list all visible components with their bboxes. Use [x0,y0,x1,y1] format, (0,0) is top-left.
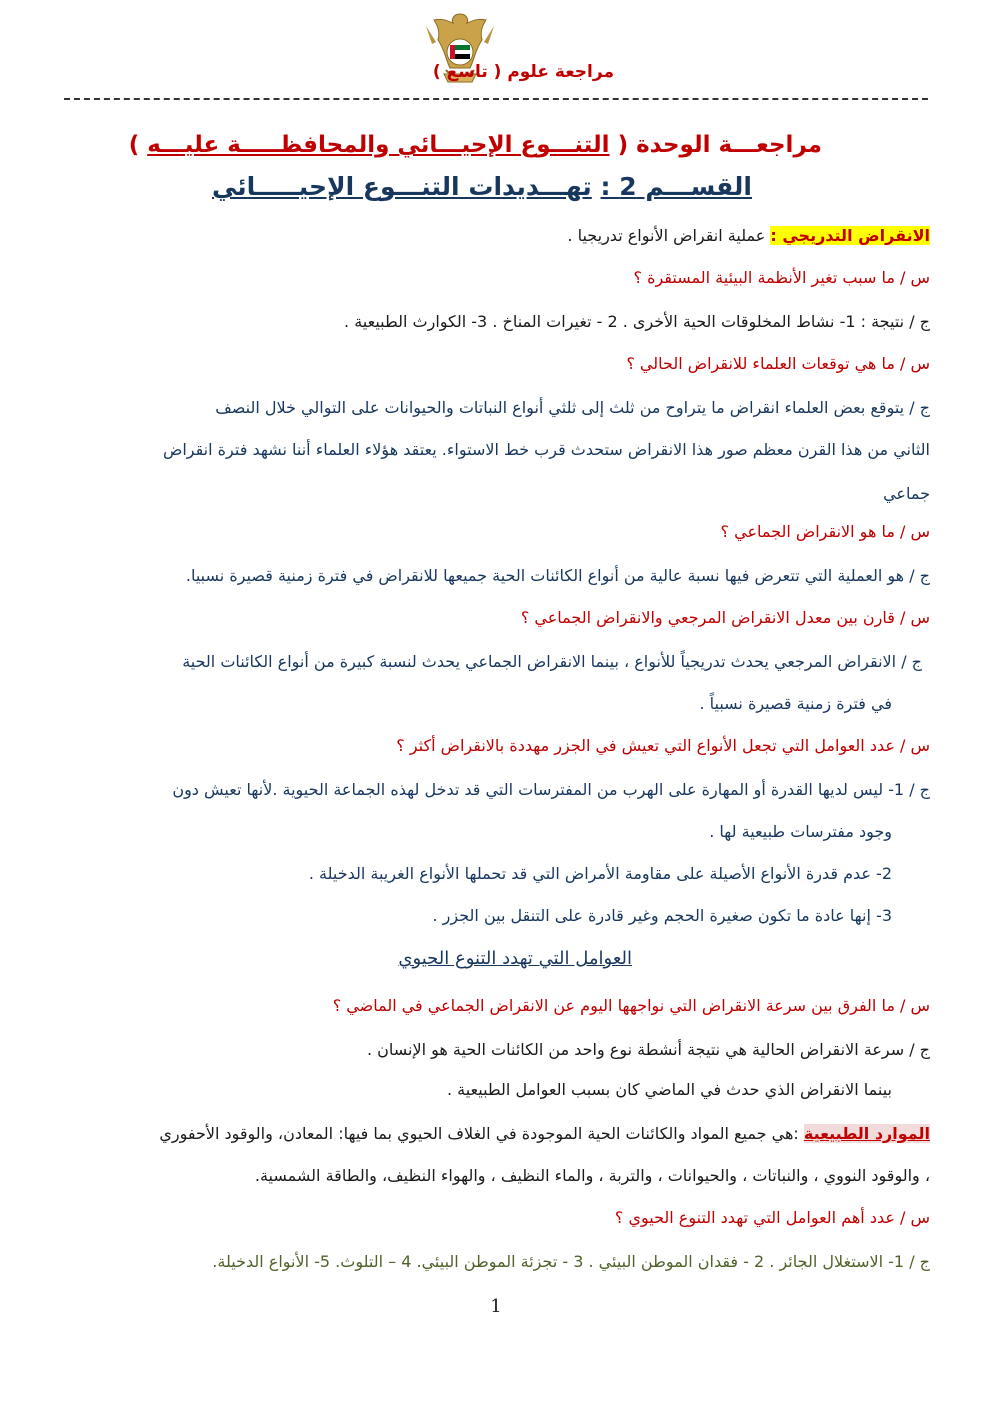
definition-resources-text: :هي جميع المواد والكائنات الحية الموجودة في الغلاف الحيوي بما فيها: المعادن، والوقود الأحفوري [159,1124,804,1143]
answer-7: ج / 1- الاستغلال الجائر . 2 - فقدان الموطن البيئي . 3 - تجزئة الموطن البيئي. 4 – التلوث. 5- الأنواع الدخيلة. [212,1252,930,1271]
header-label: مراجعة علوم ( تاسع ) [432,62,614,82]
answer-2-line-3: جماعي [883,484,930,503]
question-3: س / ما هو الانقراض الجماعي ؟ [720,522,930,541]
answer-5-line-4: 3- إنها عادة ما تكون صغيرة الحجم وغير قادرة على التنقل بين الجزر . [432,906,892,925]
definition-term: الانقراض التدريجي : [770,226,930,245]
question-1: س / ما سبب تغير الأنظمة البيئية المستقرة ؟ [633,268,930,287]
question-6: س / ما الفرق بين سرعة الانقراض التي نواجهها اليوم عن الانقراض الجماعي في الماضي ؟ [332,996,930,1015]
sub-heading-threats: العوامل التي تهدد التنوع الحيوي [398,948,632,969]
question-4: س / قارن بين معدل الانقراض المرجعي والانقراض الجماعي ؟ [520,608,930,627]
unit-title-prefix: مراجعـــة الوحدة ( [617,132,822,158]
answer-5-line-1: ج / 1- ليس لديها القدرة أو المهارة على الهرب من المفترسات التي قد تدخل لهذه الجماعة الحيوية .لأنها تعيش دون [172,780,930,799]
section-title-prefix: القســـم 2 : [600,172,752,201]
section-title-name: تهـــديدات التنـــوع الإحيـــــائي [211,172,592,201]
answer-6-line-2: بينما الانقراض الذي حدث في الماضي كان بسبب العوامل الطبيعية . [446,1080,892,1099]
definition-natural-resources [62,1124,930,1143]
section-title [212,172,752,201]
answer-1: ج / نتيجة : 1- نشاط المخلوقات الحية الأخرى . 2 - تغيرات المناخ . 3- الكوارث الطبيعية . [344,312,930,331]
unit-title-name: التنـــوع الإحيـــائي والمحافظـــــة عليـــه [147,132,610,158]
answer-4-line-1: ج / الانقراض المرجعي يحدث تدريجياً للأنواع ، بينما الانقراض الجماعي يحدث لنسبة كبيرة من أنواع الكائنات الحية [182,652,922,671]
answer-5-line-2: وجود مفترسات طبيعية لها . [709,822,892,841]
page-number: 1 [490,1296,502,1317]
header-divider [64,98,928,100]
definition-text: عملية انقراض الأنواع تدريجيا . [567,226,771,245]
answer-2-line-2: الثاني من هذا القرن معظم صور هذا الانقراض ستحدث قرب خط الاستواء. يعتقد هؤلاء العلماء أننا نشهد فترة انقراض [162,440,930,459]
answer-6-line-1: ج / سرعة الانقراض الحالية هي نتيجة أنشطة نوع واحد من الكائنات الحية هو الإنسان . [366,1040,930,1059]
answer-2-line-1: ج / يتوقع بعض العلماء انقراض ما يتراوح من ثلث إلى ثلثي أنواع النباتات والحيوانات على التوالي خلال النصف [215,398,930,417]
answer-3: ج / هو العملية التي تتعرض فيها نسبة عالية من أنواع الكائنات الحية جميعها للانقراض في فترة زمنية قصيرة نسبيا. [185,566,930,585]
answer-5-line-3: 2- عدم قدرة الأنواع الأصيلة على مقاومة الأمراض التي قد تحملها الأنواع الغريبة الدخيلة . [308,864,892,883]
unit-title [129,132,822,158]
question-2: س / ما هي توقعات العلماء للانقراض الحالي ؟ [626,354,930,373]
definition-gradual-extinction [62,226,930,245]
question-7: س / عدد أهم العوامل التي تهدد التنوع الحيوي ؟ [614,1208,930,1227]
answer-4-line-2: في فترة زمنية قصيرة نسبياً . [699,694,892,713]
definition-term-resources: الموارد الطبيعية [803,1124,930,1143]
definition-resources-line-2: ، والوقود النووي ، والنباتات ، والحيوانات ، والتربة ، والماء النظيف ، والهواء النظيف، والطاقة الشمسية. [254,1166,930,1185]
unit-title-suffix: ) [128,132,140,158]
question-5: س / عدد العوامل التي تجعل الأنواع التي تعيش في الجزر مهددة بالانقراض أكثر ؟ [396,736,930,755]
